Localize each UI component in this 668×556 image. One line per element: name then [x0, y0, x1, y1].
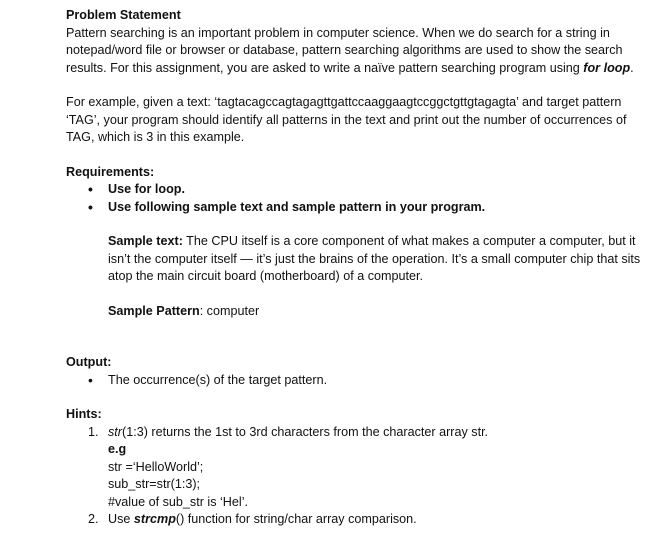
sample-pattern-paragraph — [66, 303, 656, 321]
problem-text-end: . — [630, 60, 634, 75]
hint-number: 2. — [88, 512, 99, 526]
sample-pattern-value: : computer — [199, 303, 260, 318]
hint-item-1 — [66, 424, 656, 512]
eg-label: e.g — [108, 442, 127, 456]
requirements-heading: Requirements: — [66, 164, 155, 179]
hint-function-strcmp: strcmp — [133, 512, 176, 526]
document-body — [66, 7, 656, 529]
hint-function-str: str — [108, 424, 122, 439]
code-line: str =‘HelloWorld’; — [108, 459, 204, 474]
hints-list — [66, 424, 656, 529]
problem-text: Pattern searching is an important problem in computer science. When we do search for a string in notepad/word file or browser or database, pattern searching algorithms are used to show the search results. For this assignment, you are asked to write a naïve pattern searching program using — [66, 25, 623, 75]
sample-text-paragraph — [66, 233, 656, 286]
hint-number: 1. — [88, 424, 99, 439]
output-heading: Output: — [66, 355, 112, 369]
hint-text: Use — [108, 512, 134, 526]
problem-statement-heading: Problem Statement — [66, 8, 181, 22]
example-paragraph: For example, given a text: ‘tagtacagccagtagagttgattccaaggaagtccggctgttgtagagta’ and target pattern ‘TAG’, your program should identify all patterns in the text and print out the number of occurrences of TAG, which is 3 in this example. — [66, 95, 627, 144]
problem-statement-paragraph — [66, 25, 656, 78]
hint-text: () function for string/char array comparison. — [175, 512, 417, 526]
requirement-item: • Use for loop. — [66, 181, 656, 199]
code-line: #value of sub_str is ‘Hel’. — [108, 494, 248, 509]
requirement-item: • Use following sample text and sample pattern in your program. — [66, 199, 656, 217]
hint-item-2 — [66, 511, 656, 529]
sample-text-value: The CPU itself is a core component of what makes a computer a computer, but it isn’t the computer itself — it’s just the brains of the operation. It’s a small computer chip that sits atop the main circuit board (motherboard) of a computer. — [108, 234, 641, 283]
sample-text-label: Sample text: — [108, 234, 183, 248]
output-list — [66, 372, 656, 390]
for-loop-emphasis: for loop — [583, 60, 631, 75]
requirements-list — [66, 181, 656, 216]
sample-pattern-label: Sample Pattern — [108, 303, 200, 318]
output-item: • The occurrence(s) of the target pattern. — [66, 372, 656, 390]
hint-text: (1:3) returns the 1st to 3rd characters from the character array str. — [122, 424, 489, 439]
hints-heading: Hints: — [66, 407, 102, 421]
code-line: sub_str=str(1:3); — [108, 477, 201, 491]
